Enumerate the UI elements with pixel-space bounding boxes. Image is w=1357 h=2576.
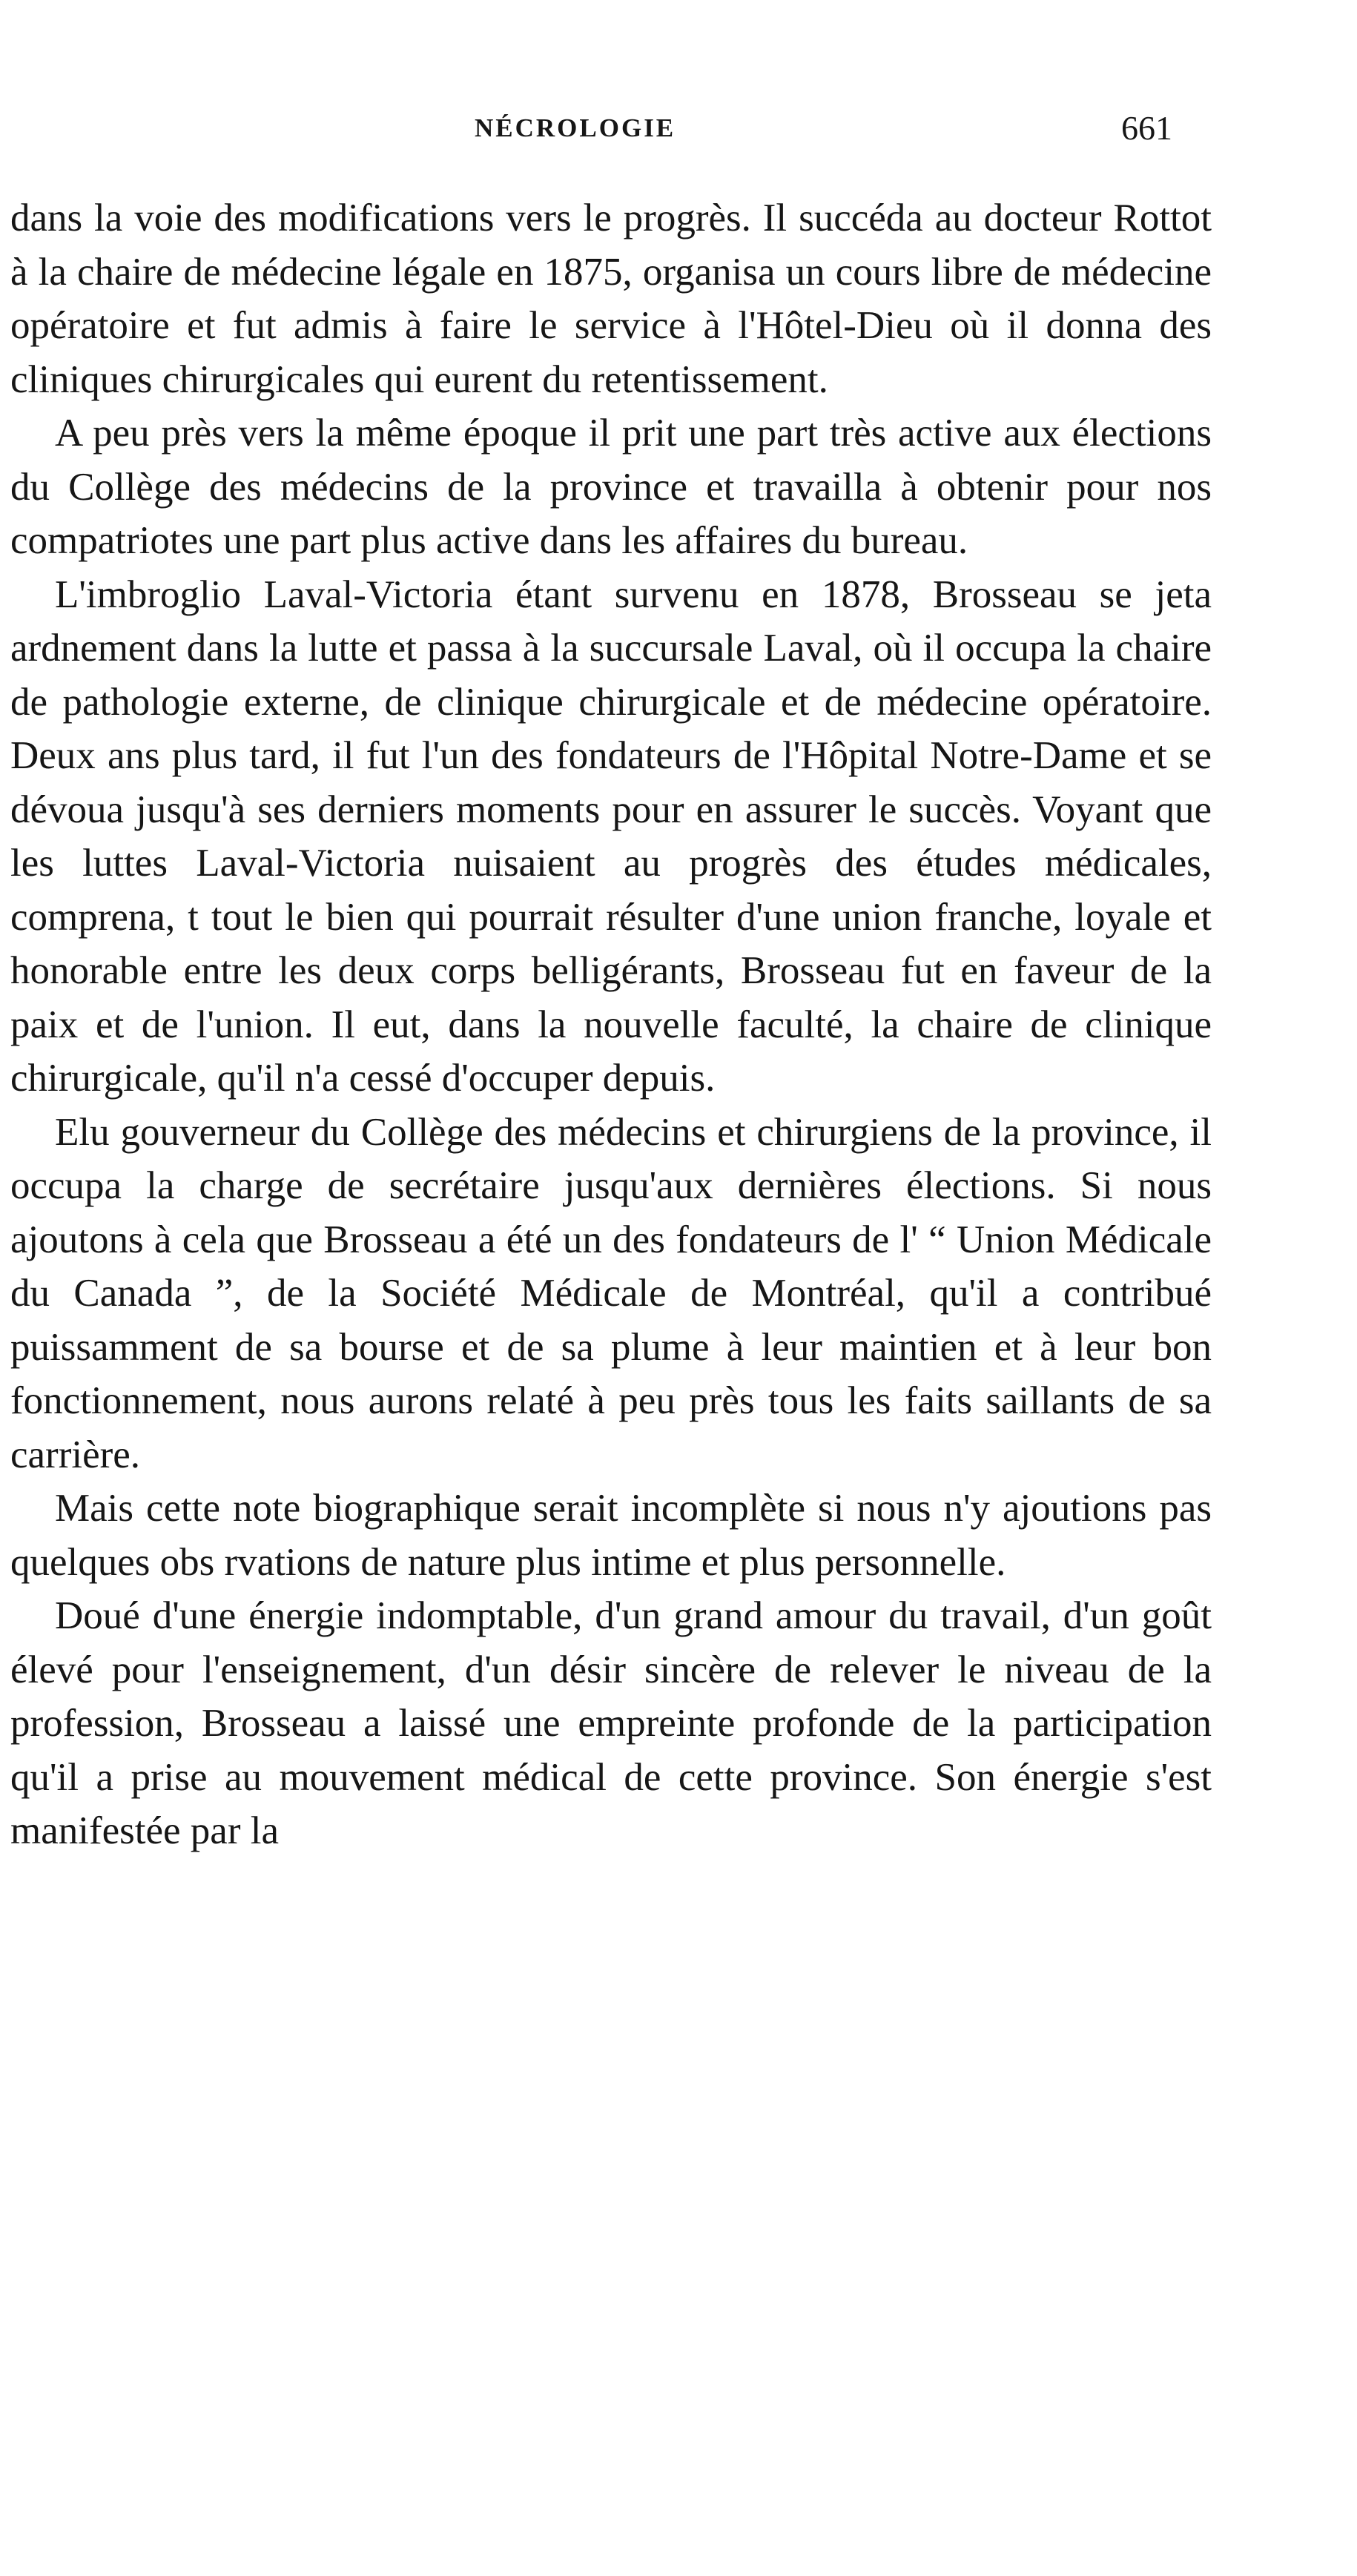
running-title: NÉCROLOGIE [475, 113, 676, 142]
paragraph: L'imbroglio Laval-Victoria étant survenu en 1878, Brosseau se jeta ardnement dans la lutte et passa à la succursale Laval, où il occupa la chaire de pathologie externe, de clinique chirurgicale et de médecine opératoire. Deux ans plus tard, il fut l'un des fondateurs de l'Hôpital Notre-Dame et se dévoua jusqu'à ses derniers moments pour en assurer le succès. Voyant que les luttes Laval-Victoria nuisaient au progrès des études médicales, comprena, t tout le bien qui pourrait résulter d'une union franche, loyale et honorable entre les deux corps belligérants, Brosseau fut en faveur de la paix et de l'union. Il eut, dans la nouvelle faculté, la chaire de clinique chirurgicale, qu'il n'a cessé d'occuper depuis. [10, 572, 1212, 1100]
paragraph: Elu gouverneur du Collège des médecins et chirurgiens de la province, il occupa la charge de secrétaire jusqu'aux dernières élections. Si nous ajoutons à cela que Brosseau a été un des fondateurs de l' “ Union Médicale du Canada ”, de la Société Médicale de Montréal, qu'il a contribué puissamment de sa bourse et de sa plume à leur maintien et à leur bon fonctionnement, nous aurons relaté à peu près tous les faits saillants de sa carrière. [10, 1110, 1212, 1476]
paragraph: Mais cette note biographique serait incomplète si nous n'y ajoutions pas quelques obs rvations de nature plus intime et plus personnelle. [10, 1487, 1212, 1584]
running-head [0, 102, 1357, 154]
paragraph: A peu près vers la même époque il prit une part très active aux élections du Collège des médecins de la province et travailla à obtenir pour nos compatriotes une part plus active dans les affaires du bureau. [10, 412, 1212, 562]
paragraph: dans la voie des modifications vers le progrès. Il succéda au docteur Rottot à la chaire de médecine légale en 1875, organisa un cours libre de médecine opératoire et fut admis à faire le service à l'Hôtel-Dieu où il donna des cliniques chirurgicales qui eurent du retentissement. [10, 196, 1212, 401]
paragraph: Doué d'une énergie indomptable, d'un grand amour du travail, d'un goût élevé pour l'enseignement, d'un désir sincère de relever le niveau de la profession, Brosseau a laissé une empreinte profonde de la participation qu'il a prise au mouvement médical de cette province. Son énergie s'est manifestée par la [10, 1594, 1212, 1852]
body-text [10, 191, 1212, 1858]
page-number: 661 [1121, 109, 1172, 147]
